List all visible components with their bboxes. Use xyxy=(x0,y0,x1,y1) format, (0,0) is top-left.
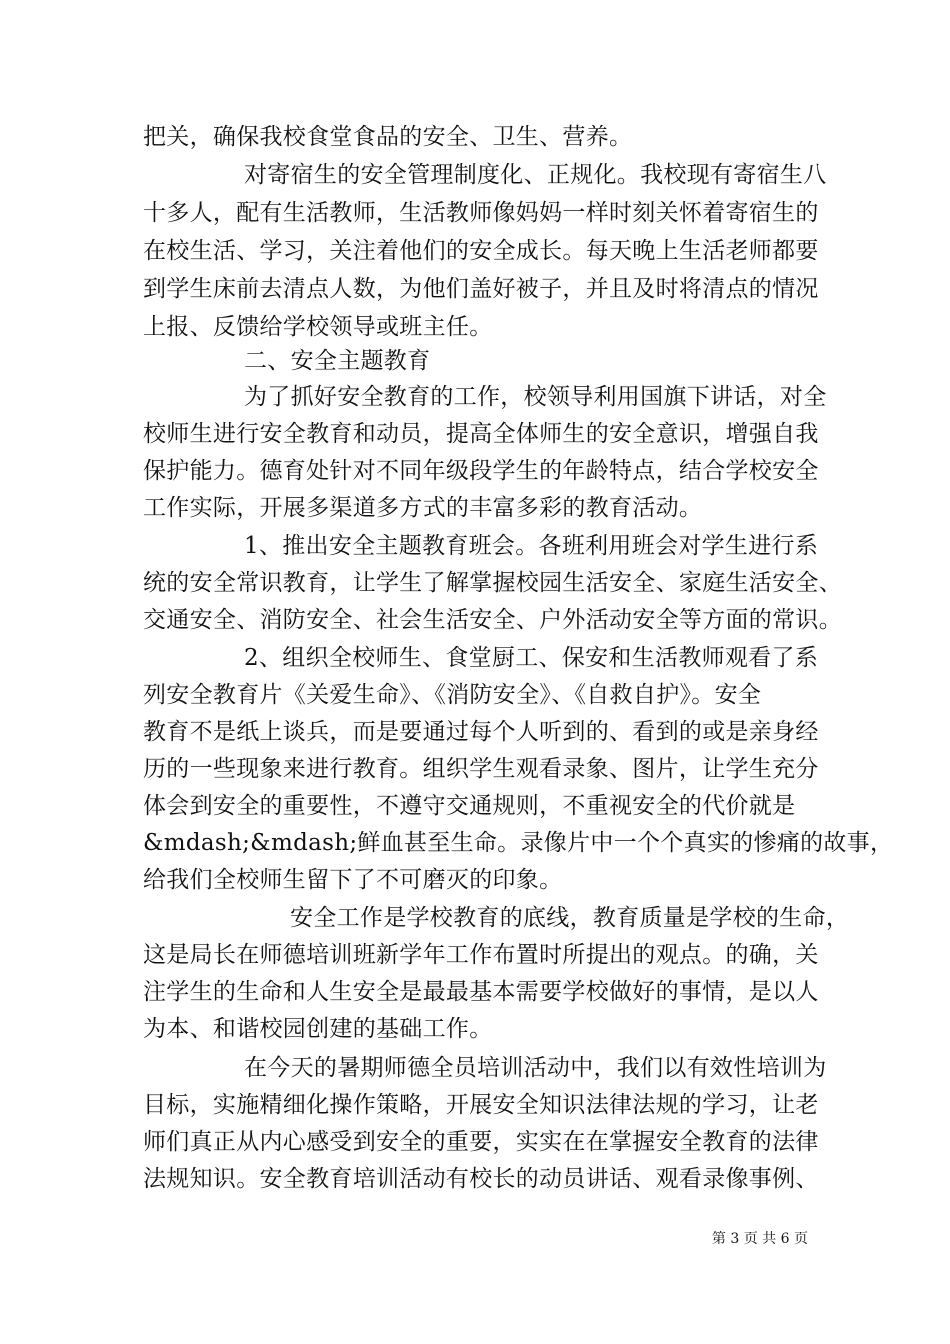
text-line: 上报、反馈给学校领导或班主任。 xyxy=(143,314,493,340)
text-line: 校师生进行安全教育和动员，提高全体师生的安全意识，增强自我 xyxy=(143,421,819,447)
text-line: 十多人，配有生活教师，生活教师像妈妈一样时刻关怀着寄宿生的 xyxy=(143,200,819,226)
text-line: 对寄宿生的安全管理制度化、正规化。我校现有寄宿生八 xyxy=(244,162,827,188)
text-line: 为本、和谐校园创建的基础工作。 xyxy=(143,1016,493,1042)
text-line: 注学生的生命和人生安全是最最基本需要学校做好的事情，是以人 xyxy=(143,979,819,1005)
text-line: 历的一些现象来进行教育。组织学生观看录象、图片，让学生充分 xyxy=(143,756,819,782)
text-line: 列安全教育片《关爱生命》、《消防安全》、《自救自护》。安全 xyxy=(143,682,762,708)
text-line: 给我们全校师生留下了不可磨灭的印象。 xyxy=(143,867,563,893)
text-line: 2、组织全校师生、食堂厨工、保安和生活教师观看了系 xyxy=(244,645,819,671)
text-line: &mdash;&mdash;鲜血甚至生命。录像片中一个个真实的惨痛的故事， xyxy=(143,830,894,856)
text-line: 师们真正从内心感受到安全的重要，实实在在掌握安全教育的法律 xyxy=(143,1129,819,1155)
text-line: 体会到安全的重要性，不遵守交通规则，不重视安全的代价就是 xyxy=(143,793,796,819)
text-line: 1、推出安全主题教育班会。各班利用班会对学生进行系 xyxy=(244,533,819,559)
section-heading: 二、安全主题教育 xyxy=(244,348,431,374)
text-line: 在校生活、学习，关注着他们的安全成长。每天晚上生活老师都要 xyxy=(143,238,819,264)
text-line: 保护能力。德育处针对不同年级段学生的年龄特点，结合学校安全 xyxy=(143,458,819,484)
text-line: 把关，确保我校食堂食品的安全、卫生、营养。 xyxy=(143,124,633,150)
text-line: 工作实际，开展多渠道多方式的丰富多彩的教育活动。 xyxy=(143,495,703,521)
text-line: 交通安全、消防安全、社会生活安全、户外活动安全等方面的常识。 xyxy=(143,607,842,633)
page-number: 第 3 页 共 6 页 xyxy=(711,1231,808,1247)
text-line: 这是局长在师德培训班新学年工作布置时所提出的观点。的确，关 xyxy=(143,942,819,968)
text-line: 目标，实施精细化操作策略，开展安全知识法律法规的学习，让老 xyxy=(143,1092,819,1118)
text-line: 统的安全常识教育，让学生了解掌握校园生活安全、家庭生活安全、 xyxy=(143,570,842,596)
text-line: 教育不是纸上谈兵，而是要通过每个人听到的、看到的或是亲身经 xyxy=(143,719,819,745)
text-line: 到学生床前去清点人数，为他们盖好被子，并且及时将清点的情况 xyxy=(143,276,819,302)
text-line: 在今天的暑期师德全员培训活动中，我们以有效性培训为 xyxy=(244,1055,827,1081)
text-line: 法规知识。安全教育培训活动有校长的动员讲话、观看录像事例、 xyxy=(143,1166,819,1192)
text-line: 为了抓好安全教育的工作，校领导利用国旗下讲话，对全 xyxy=(244,384,827,410)
text-line: 安全工作是学校教育的底线，教育质量是学校的生命， xyxy=(290,905,850,931)
